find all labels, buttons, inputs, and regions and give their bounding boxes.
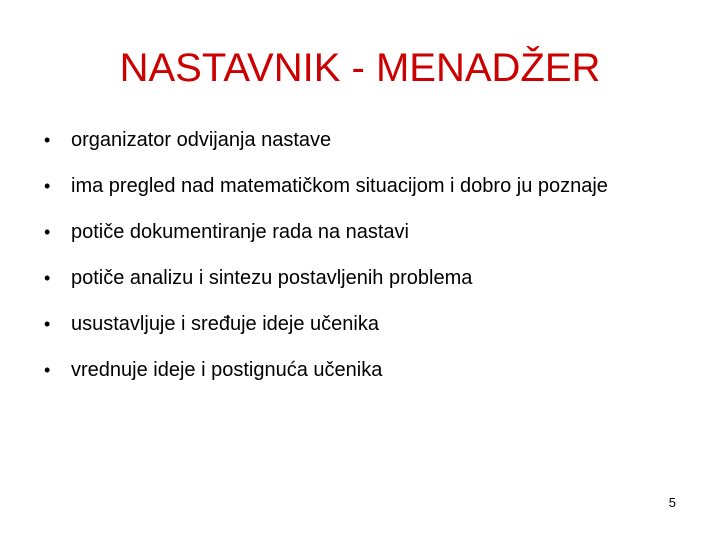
bullet-marker: •: [44, 176, 51, 196]
bullet-text: potiče analizu i sintezu postavljenih problema: [71, 267, 473, 289]
bullet-marker: •: [44, 314, 51, 334]
bullet-item: [44, 220, 644, 244]
bullet-marker: •: [44, 130, 51, 150]
page-number: 5: [668, 495, 676, 510]
bullet-item: [44, 266, 644, 290]
bullet-text: usustavljuje i sređuje ideje učenika: [71, 313, 379, 335]
bullet-item: [44, 174, 644, 198]
bullet-text: potiče dokumentiranje rada na nastavi: [71, 221, 409, 243]
bullet-item: [44, 128, 644, 152]
bullet-text: ima pregled nad matematičkom situacijom i dobro ju poznaje: [71, 175, 608, 197]
slide-title: NASTAVNIK - MENADŽER: [119, 46, 601, 90]
bullet-item: [44, 312, 644, 336]
bullet-text: organizator odvijanja nastave: [71, 129, 332, 151]
bullet-item: [44, 358, 644, 382]
bullet-marker: •: [44, 222, 51, 242]
bullet-list: [44, 128, 644, 404]
bullet-marker: •: [44, 360, 51, 380]
bullet-text: vrednuje ideje i postignuća učenika: [71, 359, 383, 381]
bullet-marker: •: [44, 268, 51, 288]
